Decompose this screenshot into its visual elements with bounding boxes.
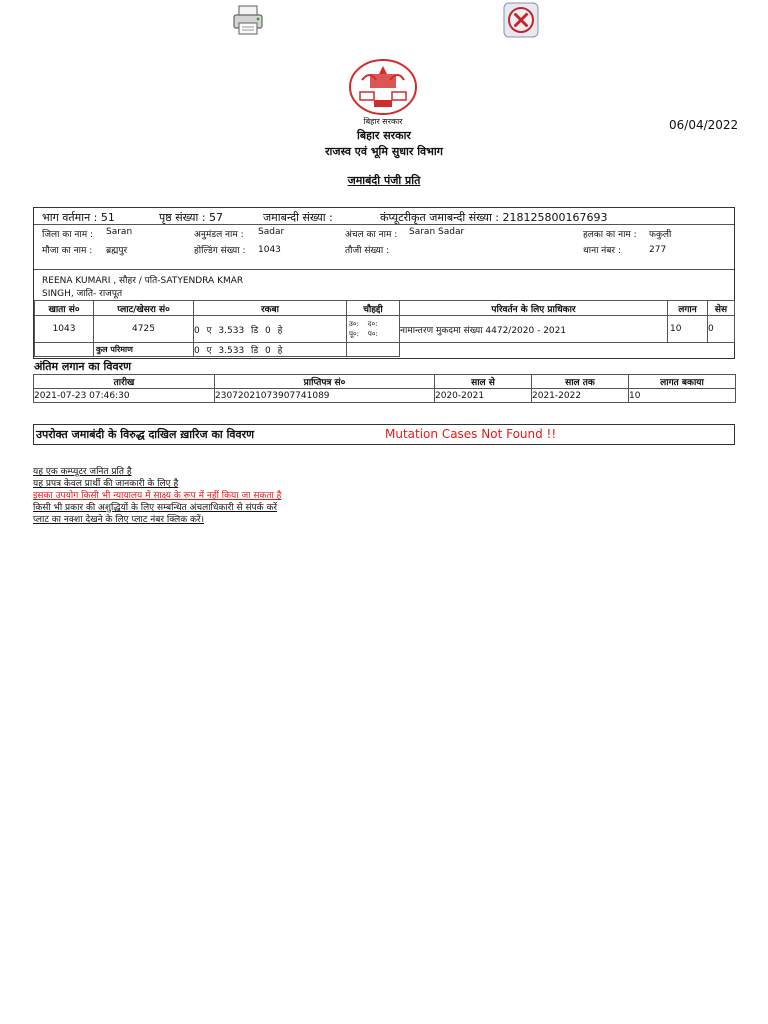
printer-icon: [230, 2, 266, 38]
plot-table: [34, 300, 735, 357]
rent-date: 2021-07-23 07:46:30: [34, 389, 215, 403]
emblem-caption: बिहार सरकार: [363, 117, 403, 126]
print-date: 06/04/2022: [669, 118, 739, 132]
col-khata: खाता सं०: [35, 301, 94, 316]
halka-value: फकुली: [649, 230, 672, 240]
thana-label: थाना नंबर :: [583, 246, 621, 256]
note-info-only: यह प्रपत्र केवल प्रार्थी की जानकारी के लिए है: [33, 479, 179, 489]
lagan-cell: 10: [668, 316, 708, 343]
col-lagat-bakaya: लागत बकाया: [629, 375, 736, 389]
chauhaddi-north-south: उ०: द०:: [349, 320, 378, 328]
col-praptipatra: प्राप्तिपत्र सं०: [215, 375, 435, 389]
rent-table: [33, 374, 736, 403]
holding-value: 1043: [258, 245, 281, 255]
owner-caste: SINGH, जाति- राजपूत: [42, 289, 123, 299]
prishth-sankhya: पृष्ठ संख्या : 57: [159, 211, 224, 224]
empty-cell: [347, 343, 400, 357]
note-contact-officer: किसी भी प्रकार की अशुद्धियों के लिए सम्बन्धित अंचलाधिकारी से संपर्क करें: [33, 503, 278, 513]
owner-divider: [34, 269, 734, 270]
chauhaddi-cell: [347, 316, 400, 343]
owner-name: REENA KUMARI , सौहर / पति-SATYENDRA KMAR: [42, 276, 244, 286]
mutation-title: उपरोक्त जमाबंदी के विरुद्ध दाखिल ख़ारिज का विवरण: [36, 428, 255, 441]
thana-value: 277: [649, 245, 667, 255]
government-name: बिहार सरकार: [357, 129, 411, 142]
note-computer-generated: यह एक कम्प्यूटर जनित प्रति है: [33, 467, 132, 477]
mutation-status: Mutation Cases Not Found !!: [385, 427, 557, 441]
department-name: राजस्व एवं भूमि सुधार विभाग: [325, 145, 443, 158]
col-plot: प्लाट/खेसरा सं०: [94, 301, 194, 316]
document-title: जमाबंदी पंजी प्रति: [347, 174, 421, 187]
col-tarikh: तारीख: [34, 375, 215, 389]
mauja-value: ब्रह्मपुर: [106, 246, 128, 256]
mutation-box: [33, 424, 735, 445]
jamabandi-info-box: [33, 207, 735, 359]
year-to: 2021-2022: [532, 389, 629, 403]
bhag-vartaman: भाग वर्तमान : 51: [42, 211, 115, 224]
ses-cell: 0: [708, 316, 735, 343]
rakba-cell: 0 ए 3.533 डि 0 हे: [194, 316, 347, 343]
plot-table-header: [35, 301, 735, 316]
table-row: [35, 316, 735, 343]
rent-table-header: [34, 375, 736, 389]
line1-divider: [34, 224, 734, 225]
total-row: [35, 343, 735, 357]
col-lagan: लगान: [668, 301, 708, 316]
empty-cell: [35, 343, 94, 357]
holding-label: होल्डिंग संख्या :: [194, 246, 246, 256]
tauji-label: तौजी संख्या :: [345, 246, 390, 256]
col-parivartan: परिवर्तन के लिए प्राधिकार: [400, 301, 668, 316]
bihar-emblem: [348, 58, 418, 116]
anumandal-value: Sadar: [258, 227, 285, 237]
zila-value: Saran: [106, 227, 133, 237]
rent-section-title: अंतिम लगान का विवरण: [34, 360, 132, 373]
col-saal-se: साल से: [435, 375, 532, 389]
note-not-evidence: इसका उपयोग किसी भी न्यायालय में साक्ष्य के रूप में नहीं किया जा सकता है: [33, 491, 282, 501]
total-label: कुल परिमाण: [94, 343, 194, 357]
empty-cell: [400, 343, 735, 357]
jamabandi-sankhya: जमाबन्दी संख्या :: [263, 211, 333, 224]
col-ses: सेस: [708, 301, 735, 316]
anumandal-label: अनुमंडल नाम :: [194, 230, 244, 240]
receipt-number: 23072021073907741089: [215, 389, 435, 403]
col-rakba: रकबा: [194, 301, 347, 316]
balance-due: 10: [629, 389, 736, 403]
print-button[interactable]: [230, 2, 266, 38]
mauja-label: मौजा का नाम :: [42, 246, 93, 256]
close-button[interactable]: [503, 2, 539, 38]
computerikrit-jamabandi: कंप्यूटरीकृत जमाबन्दी संख्या : 218125800167693: [380, 211, 608, 224]
table-row: [34, 389, 736, 403]
note-plot-map-link[interactable]: प्लाट का नक्शा देखने के लिए प्लाट नंबर क्लिक करें।: [33, 515, 205, 525]
anchal-value: Saran Sadar: [409, 227, 465, 237]
total-rakba: 0 ए 3.533 डि 0 हे: [194, 343, 347, 357]
close-circle-icon: [503, 2, 539, 38]
halka-label: हलका का नाम :: [583, 230, 637, 240]
parivartan-cell: नामान्तरण मुकदमा संख्या 4472/2020 - 2021: [400, 316, 668, 343]
notes-list: [33, 466, 281, 526]
col-saal-tak: साल तक: [532, 375, 629, 389]
col-chauhaddi: चौहद्दी: [347, 301, 400, 316]
chauhaddi-east-west: पू०: प०:: [349, 330, 378, 338]
plot-number-link[interactable]: 4725: [94, 316, 194, 343]
zila-label: जिला का नाम :: [42, 230, 94, 240]
year-from: 2020-2021: [435, 389, 532, 403]
khata-cell: 1043: [35, 316, 94, 343]
anchal-label: अंचल का नाम :: [345, 230, 398, 240]
